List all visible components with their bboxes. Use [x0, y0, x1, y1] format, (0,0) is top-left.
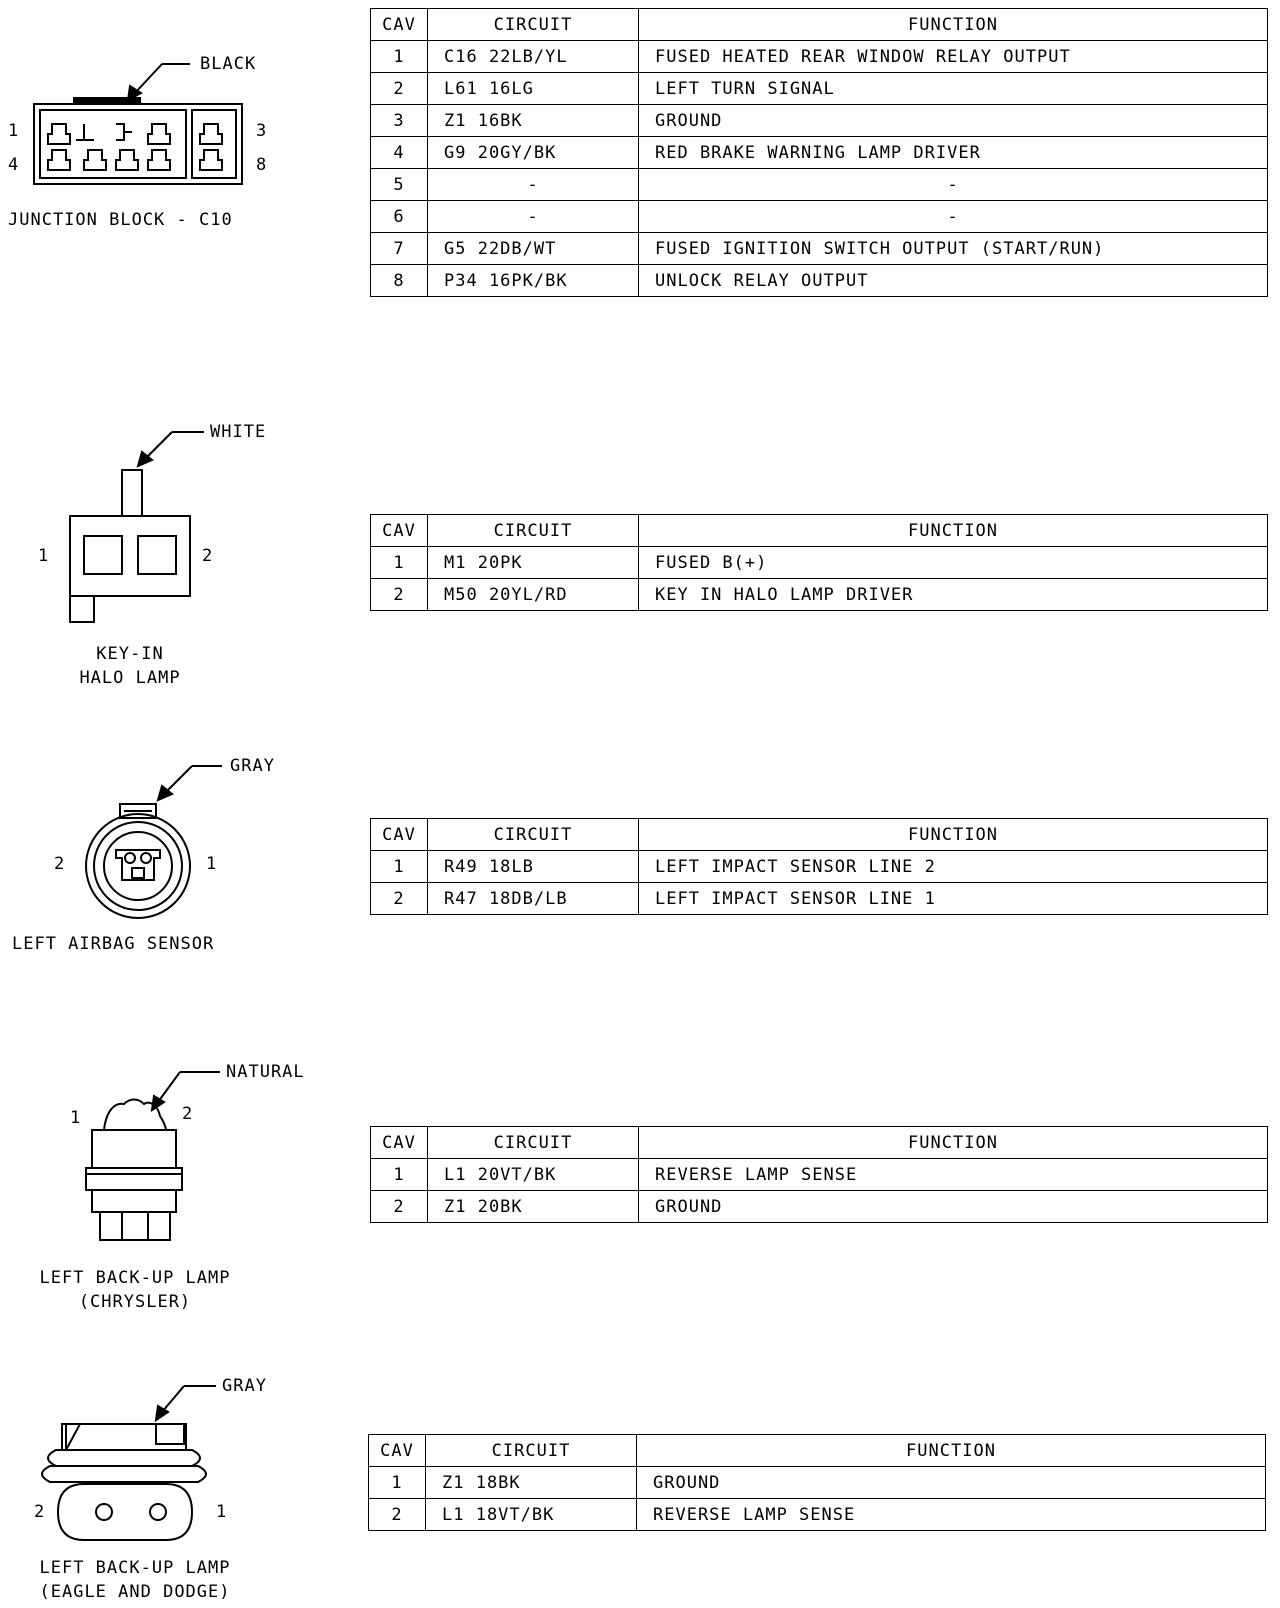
table-header-row — [371, 1127, 1268, 1159]
header-cav: CAV — [369, 1435, 426, 1467]
table-row — [371, 883, 1268, 915]
connector-name: JUNCTION BLOCK - C10 — [8, 210, 233, 230]
cell-function: UNLOCK RELAY OUTPUT — [639, 265, 1268, 297]
cell-function: LEFT TURN SIGNAL — [639, 73, 1268, 105]
table-row — [371, 579, 1268, 611]
header-circuit: CIRCUIT — [428, 515, 639, 547]
table-row — [371, 851, 1268, 883]
cell-cav: 2 — [371, 73, 428, 105]
cell-function: - — [639, 201, 1268, 233]
table-header-row — [369, 1435, 1266, 1467]
pinout-table-halo-lamp — [370, 514, 1268, 611]
pin-label: 1 — [8, 121, 20, 141]
table-header-row — [371, 9, 1268, 41]
connector-name-line1: KEY-IN — [96, 644, 164, 664]
cell-cav: 1 — [371, 547, 428, 579]
cell-circuit: G5 22DB/WT — [428, 233, 639, 265]
table-header-row — [371, 819, 1268, 851]
cell-cav: 3 — [371, 105, 428, 137]
cell-circuit: L61 16LG — [428, 73, 639, 105]
table-row — [371, 41, 1268, 73]
cell-cav: 2 — [369, 1499, 426, 1531]
cell-function: KEY IN HALO LAMP DRIVER — [639, 579, 1268, 611]
cell-circuit: Z1 18BK — [426, 1467, 637, 1499]
connector-name-line2: (EAGLE AND DODGE) — [39, 1582, 231, 1602]
pin-label: 2 — [182, 1104, 194, 1124]
cell-circuit: M1 20PK — [428, 547, 639, 579]
table-header-row — [371, 515, 1268, 547]
cell-function: REVERSE LAMP SENSE — [637, 1499, 1266, 1531]
connector-color-label: NATURAL — [226, 1062, 305, 1082]
header-function: FUNCTION — [639, 9, 1268, 41]
pin-label: 2 — [202, 546, 214, 566]
pinout-table-c10 — [370, 8, 1268, 297]
header-function: FUNCTION — [639, 1127, 1268, 1159]
header-cav: CAV — [371, 515, 428, 547]
cell-function: GROUND — [637, 1467, 1266, 1499]
cell-cav: 8 — [371, 265, 428, 297]
table-row — [371, 547, 1268, 579]
header-circuit: CIRCUIT — [428, 819, 639, 851]
table-row — [371, 1191, 1268, 1223]
cell-function: RED BRAKE WARNING LAMP DRIVER — [639, 137, 1268, 169]
table-row — [371, 1159, 1268, 1191]
cell-function: FUSED IGNITION SWITCH OUTPUT (START/RUN) — [639, 233, 1268, 265]
cell-cav: 1 — [371, 41, 428, 73]
cell-circuit: G9 20GY/BK — [428, 137, 639, 169]
table-row — [371, 233, 1268, 265]
cell-circuit: P34 16PK/BK — [428, 265, 639, 297]
pin-label: 3 — [256, 121, 268, 141]
connector-color-label: GRAY — [222, 1376, 267, 1396]
pin-label: 1 — [38, 546, 50, 566]
table-row — [371, 137, 1268, 169]
connector-color-label: GRAY — [230, 756, 275, 776]
pin-label: 1 — [216, 1502, 228, 1522]
header-cav: CAV — [371, 819, 428, 851]
cell-circuit: R49 18LB — [428, 851, 639, 883]
connector-name-line2: HALO LAMP — [79, 668, 181, 688]
cell-cav: 2 — [371, 1191, 428, 1223]
pin-label: 4 — [8, 155, 20, 175]
cell-circuit: M50 20YL/RD — [428, 579, 639, 611]
header-circuit: CIRCUIT — [426, 1435, 637, 1467]
pinout-table-backup-lamp-eagle-dodge — [368, 1434, 1266, 1531]
connector-name-line1: LEFT BACK-UP LAMP — [39, 1268, 231, 1288]
table-row — [371, 201, 1268, 233]
cell-cav: 1 — [371, 1159, 428, 1191]
pin-label: 1 — [206, 854, 218, 874]
header-cav: CAV — [371, 9, 428, 41]
connector-drawing-backup-lamp-eagle-dodge — [0, 0, 360, 1600]
header-function: FUNCTION — [639, 515, 1268, 547]
header-function: FUNCTION — [637, 1435, 1266, 1467]
connector-color-label: WHITE — [210, 422, 267, 442]
pin-label: 8 — [256, 155, 268, 175]
table-row — [371, 105, 1268, 137]
table-row — [369, 1467, 1266, 1499]
cell-function: FUSED HEATED REAR WINDOW RELAY OUTPUT — [639, 41, 1268, 73]
header-circuit: CIRCUIT — [428, 9, 639, 41]
cell-cav: 2 — [371, 579, 428, 611]
table-row — [371, 73, 1268, 105]
header-function: FUNCTION — [639, 819, 1268, 851]
connector-color-label: BLACK — [200, 54, 257, 74]
pin-label: 2 — [54, 854, 66, 874]
pin-label: 1 — [70, 1108, 82, 1128]
table-row — [371, 169, 1268, 201]
pinout-table-backup-lamp-chrysler — [370, 1126, 1268, 1223]
connector-name-line2: (CHRYSLER) — [78, 1292, 192, 1312]
cell-circuit: Z1 16BK — [428, 105, 639, 137]
table-row — [371, 265, 1268, 297]
cell-circuit: - — [428, 201, 639, 233]
cell-circuit: Z1 20BK — [428, 1191, 639, 1223]
pinout-table-airbag-sensor — [370, 818, 1268, 915]
connector-name: LEFT AIRBAG SENSOR — [12, 934, 215, 954]
cell-circuit: R47 18DB/LB — [428, 883, 639, 915]
cell-cav: 1 — [371, 851, 428, 883]
cell-cav: 2 — [371, 883, 428, 915]
cell-cav: 1 — [369, 1467, 426, 1499]
header-cav: CAV — [371, 1127, 428, 1159]
cell-function: GROUND — [639, 1191, 1268, 1223]
cell-cav: 4 — [371, 137, 428, 169]
cell-cav: 5 — [371, 169, 428, 201]
connector-name-line1: LEFT BACK-UP LAMP — [39, 1558, 231, 1578]
cell-function: LEFT IMPACT SENSOR LINE 1 — [639, 883, 1268, 915]
cell-function: GROUND — [639, 105, 1268, 137]
cell-circuit: L1 18VT/BK — [426, 1499, 637, 1531]
header-circuit: CIRCUIT — [428, 1127, 639, 1159]
cell-cav: 6 — [371, 201, 428, 233]
cell-circuit: - — [428, 169, 639, 201]
cell-circuit: L1 20VT/BK — [428, 1159, 639, 1191]
cell-circuit: C16 22LB/YL — [428, 41, 639, 73]
cell-function: REVERSE LAMP SENSE — [639, 1159, 1268, 1191]
cell-function: FUSED B(+) — [639, 547, 1268, 579]
pin-label: 2 — [34, 1502, 46, 1522]
cell-cav: 7 — [371, 233, 428, 265]
table-row — [369, 1499, 1266, 1531]
cell-function: LEFT IMPACT SENSOR LINE 2 — [639, 851, 1268, 883]
cell-function: - — [639, 169, 1268, 201]
